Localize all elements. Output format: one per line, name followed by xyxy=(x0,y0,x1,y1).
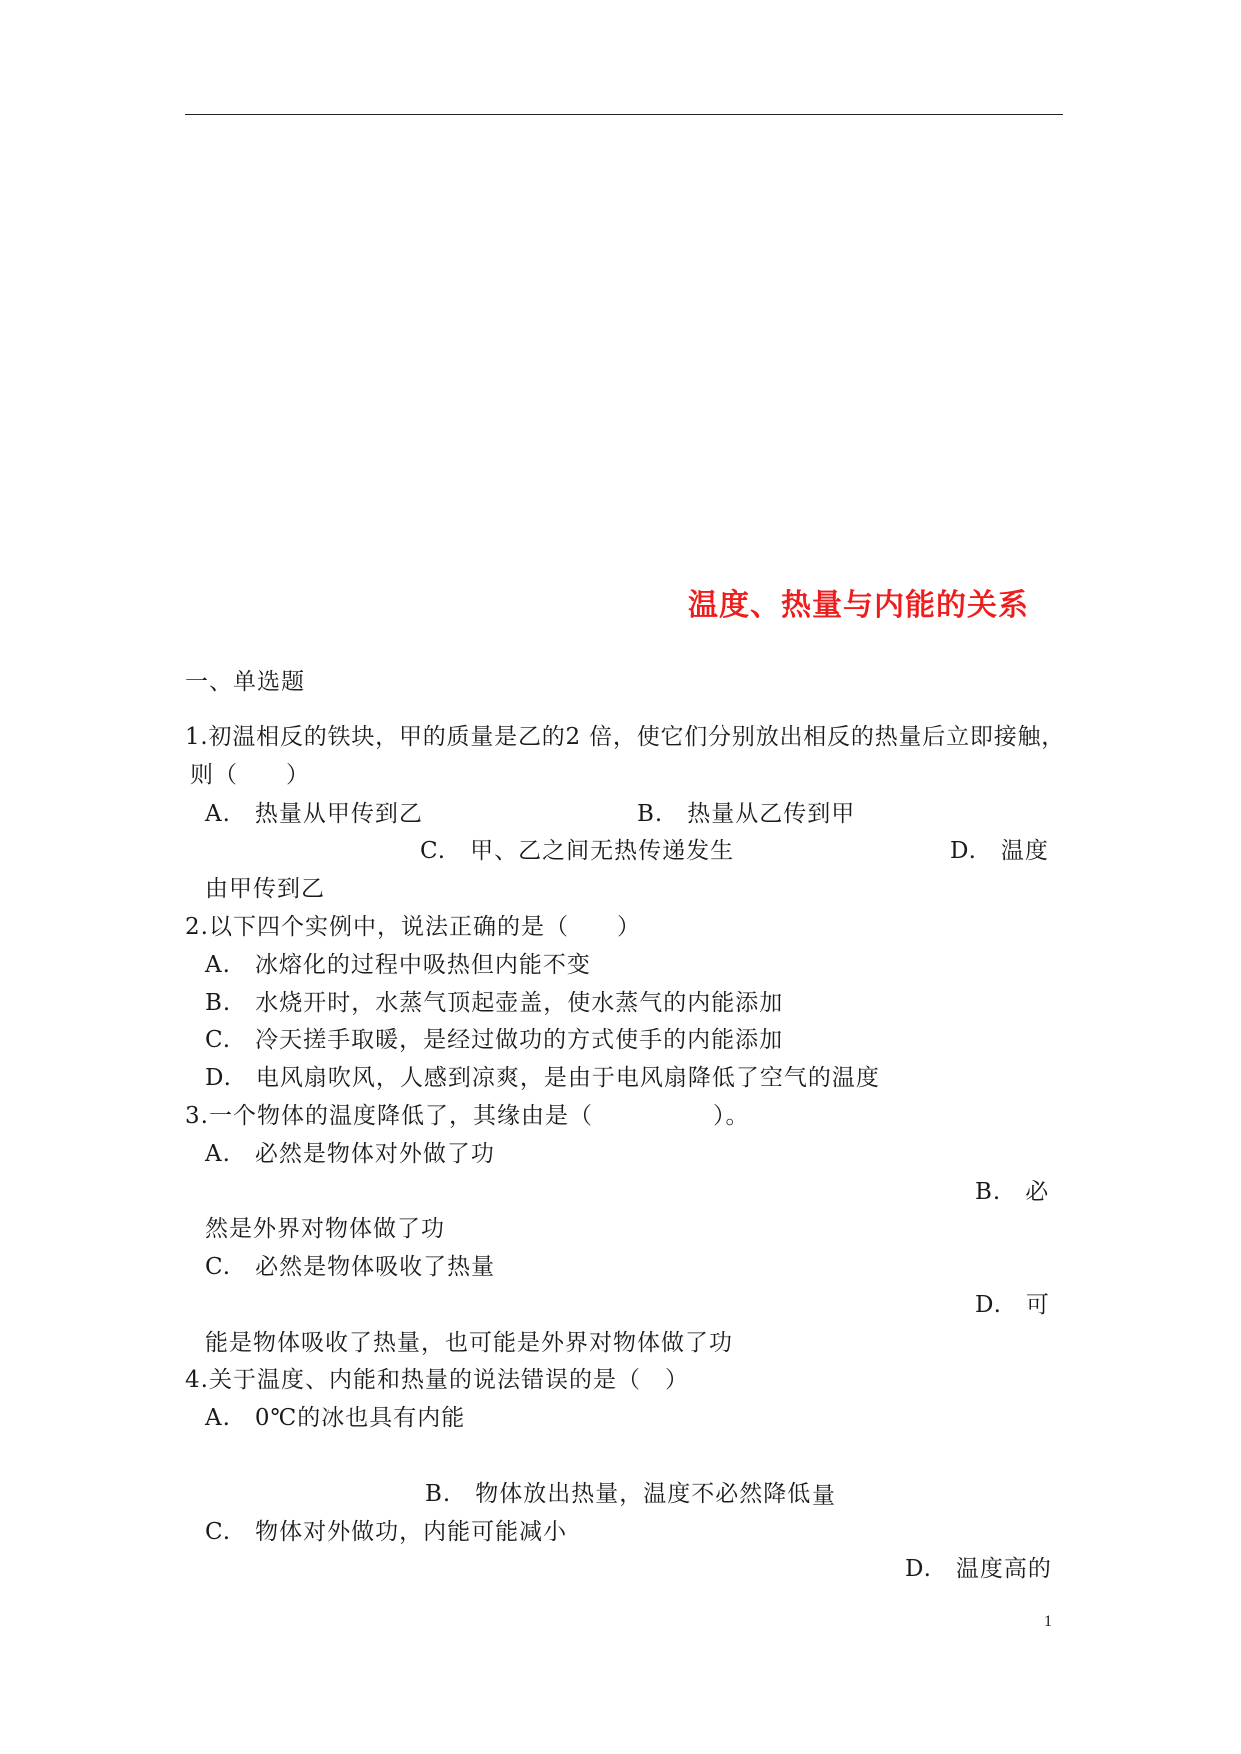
page-number: 1 xyxy=(1044,1613,1052,1630)
question-1-option-d-part1: D. 温度 xyxy=(950,838,1049,864)
question-3-stem: 3.一个物体的温度降低了，其缘由是（ ）。 xyxy=(185,1103,750,1129)
section-heading: 一、单选题 xyxy=(185,669,305,695)
question-2-option-d: D. 电风扇吹风，人感到凉爽，是由于电风扇降低了空气的温度 xyxy=(205,1065,880,1091)
question-1-option-c: C. 甲、乙之间无热传递发生 xyxy=(420,838,735,864)
question-3-option-b-part2: 然是外界对物体做了功 xyxy=(205,1216,445,1242)
question-1-stem-line2: 则（ ） xyxy=(190,762,310,788)
question-1-option-a: A. 热量从甲传到乙 xyxy=(205,801,423,827)
question-1-stem-line1: 1.初温相反的铁块，甲的质量是乙的2 倍，使它们分别放出相反的热量后立即接触， xyxy=(185,724,1066,750)
question-3-option-a: A. 必然是物体对外做了功 xyxy=(205,1141,495,1167)
question-3-option-b-part1: B. 必 xyxy=(975,1179,1050,1205)
question-4-stem: 4.关于温度、内能和热量的说法错误的是（ ） xyxy=(185,1367,689,1393)
question-4-option-a: A. 0℃的冰也具有内能 xyxy=(205,1405,466,1431)
question-1-option-d-part2: 由甲传到乙 xyxy=(205,876,325,902)
question-2-option-c: C. 冷天搓手取暖，是经过做功的方式使手的内能添加 xyxy=(205,1027,784,1053)
question-3-option-c: C. 必然是物体吸收了热量 xyxy=(205,1254,496,1280)
question-1-option-b: B. 热量从乙传到甲 xyxy=(637,801,856,827)
document-title: 温度、热量与内能的关系 xyxy=(688,588,1029,623)
question-2-option-a: A. 冰熔化的过程中吸热但内能不变 xyxy=(205,952,591,978)
question-4-option-b: B. 物体放出热量，温度不必然降低 xyxy=(425,1481,812,1507)
header-rule xyxy=(185,114,1063,115)
question-3-option-d-part1: D. 可 xyxy=(975,1292,1050,1318)
question-2-stem: 2.以下四个实例中，说法正确的是（ ） xyxy=(185,914,641,940)
question-4-option-c: C. 物体对外做功，内能可能减小 xyxy=(205,1519,568,1545)
question-3-option-d-part2: 能是物体吸收了热量，也可能是外界对物体做了功 xyxy=(205,1330,733,1356)
question-4-option-d-part1: D. 温度高的 xyxy=(905,1556,1052,1582)
question-2-option-b: B. 水烧开时，水蒸气顶起壶盖，使水蒸气的内能添加 xyxy=(205,990,784,1016)
question-4-option-b-overlap: 量 xyxy=(812,1483,836,1509)
